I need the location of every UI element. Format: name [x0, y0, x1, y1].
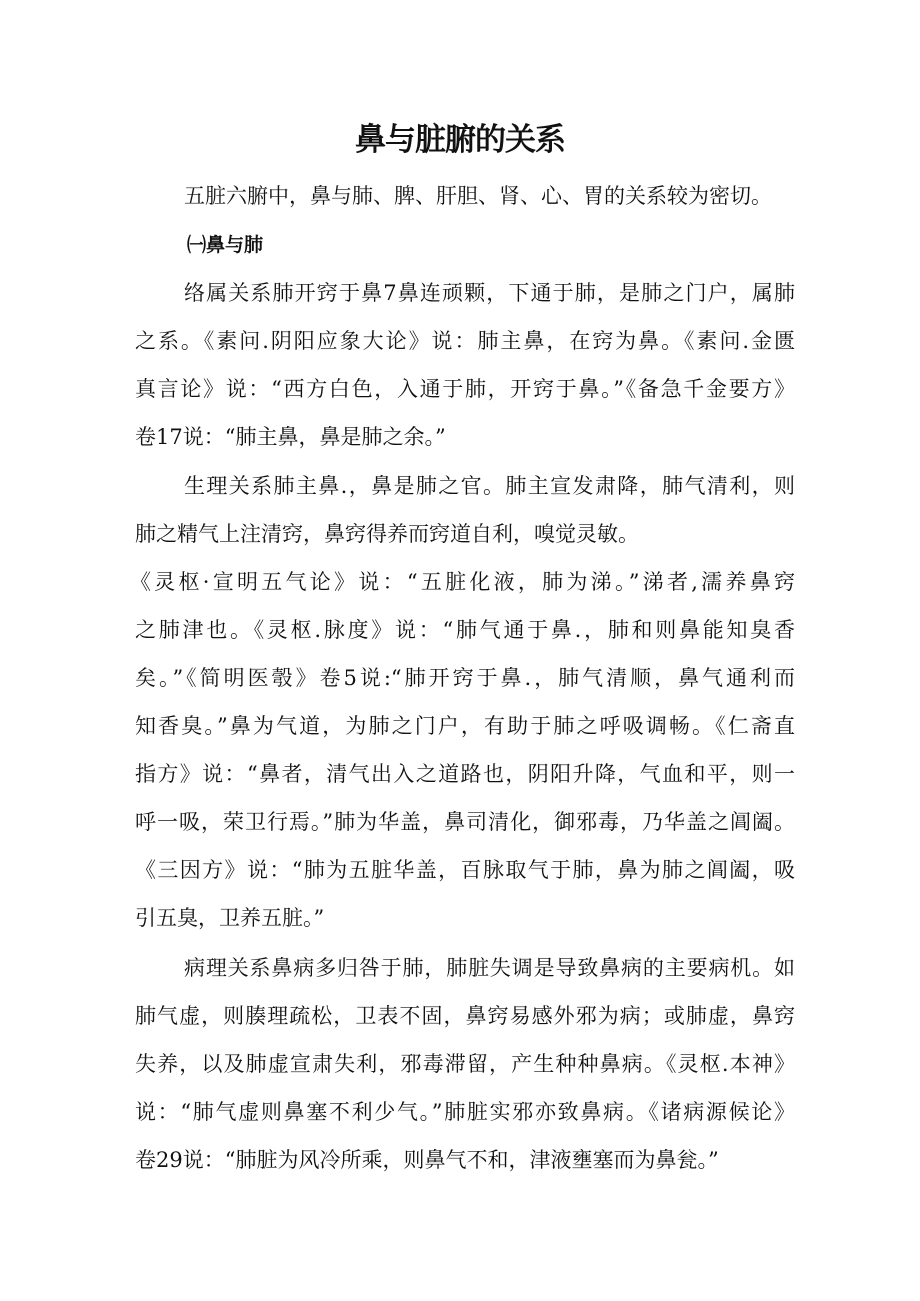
- text-line: 引五臭，卫养五脏。”: [135, 906, 325, 930]
- section-heading-nose-lung: ㈠鼻与肺: [187, 234, 264, 256]
- text-line: 之肺津也。《灵枢.脉度》说：“肺气通于鼻.，肺和则鼻能知臭香: [135, 618, 795, 642]
- text-line: 《灵枢·宣明五气论》说：“五脏化液，肺为涕。”涕者,濡养鼻窍: [130, 570, 795, 594]
- page-title: 鼻与脏腑的关系: [355, 122, 565, 158]
- text-line: 《三因方》说：“肺为五脏华盖，百脉取气于肺，鼻为肺之阊阖，吸: [135, 858, 795, 882]
- text-line: 失养，以及肺虚宣肃失利，邪毒滞留，产生种种鼻病。《灵枢.本神》: [135, 1052, 795, 1076]
- intro-paragraph: 五脏六腑中，鼻与肺、脾、肝胆、肾、心、胃的关系较为密切。: [184, 184, 772, 208]
- text-line: 肺气虚，则腠理疏松，卫表不固，鼻窍易感外邪为病；或肺虚，鼻窍: [135, 1004, 795, 1028]
- text-line: 说：“肺气虚则鼻塞不利少气。”肺脏实邪亦致鼻病。《诸病源候论》: [135, 1100, 795, 1124]
- text-line: 络属关系肺开窍于鼻7鼻连顽颗，下通于肺，是肺之门户，属肺: [184, 281, 795, 305]
- text-line: 真言论》说：“西方白色，入通于肺，开窍于鼻。”《备急千金要方》: [135, 377, 795, 401]
- text-line: 卷17说：“肺主鼻，鼻是肺之余。”: [135, 425, 446, 449]
- text-line: 指方》说：“鼻者，清气出入之道路也，阴阳升降，气血和平，则一: [135, 762, 795, 786]
- text-line: 肺之精气上注清窍，鼻窍得养而窍道自利，嗅觉灵敏。: [135, 522, 639, 546]
- text-line: 病理关系鼻病多归咎于肺，肺脏失调是导致鼻病的主要病机。如: [184, 956, 795, 980]
- text-line: 卷29说：“肺脏为风冷所乘，则鼻气不和，津液壅塞而为鼻瓮。”: [135, 1148, 719, 1172]
- text-line: 之系。《素问.阴阳应象大论》说：肺主鼻，在窍为鼻。《素问.金匮: [135, 329, 795, 353]
- text-line: 呼一吸，荣卫行焉。”肺为华盖，鼻司清化，御邪毒，乃华盖之阊阖。: [135, 810, 795, 834]
- text-line: 知香臭。”鼻为气道，为肺之门户，有助于肺之呼吸调畅。《仁斋直: [135, 714, 795, 738]
- text-line: 生理关系肺主鼻.，鼻是肺之官。肺主宣发肃降，肺气清利，则: [184, 474, 795, 498]
- text-line: 矣。”《简明医彀》卷5说:“肺开窍于鼻.，肺气清顺，鼻气通利而: [135, 666, 795, 690]
